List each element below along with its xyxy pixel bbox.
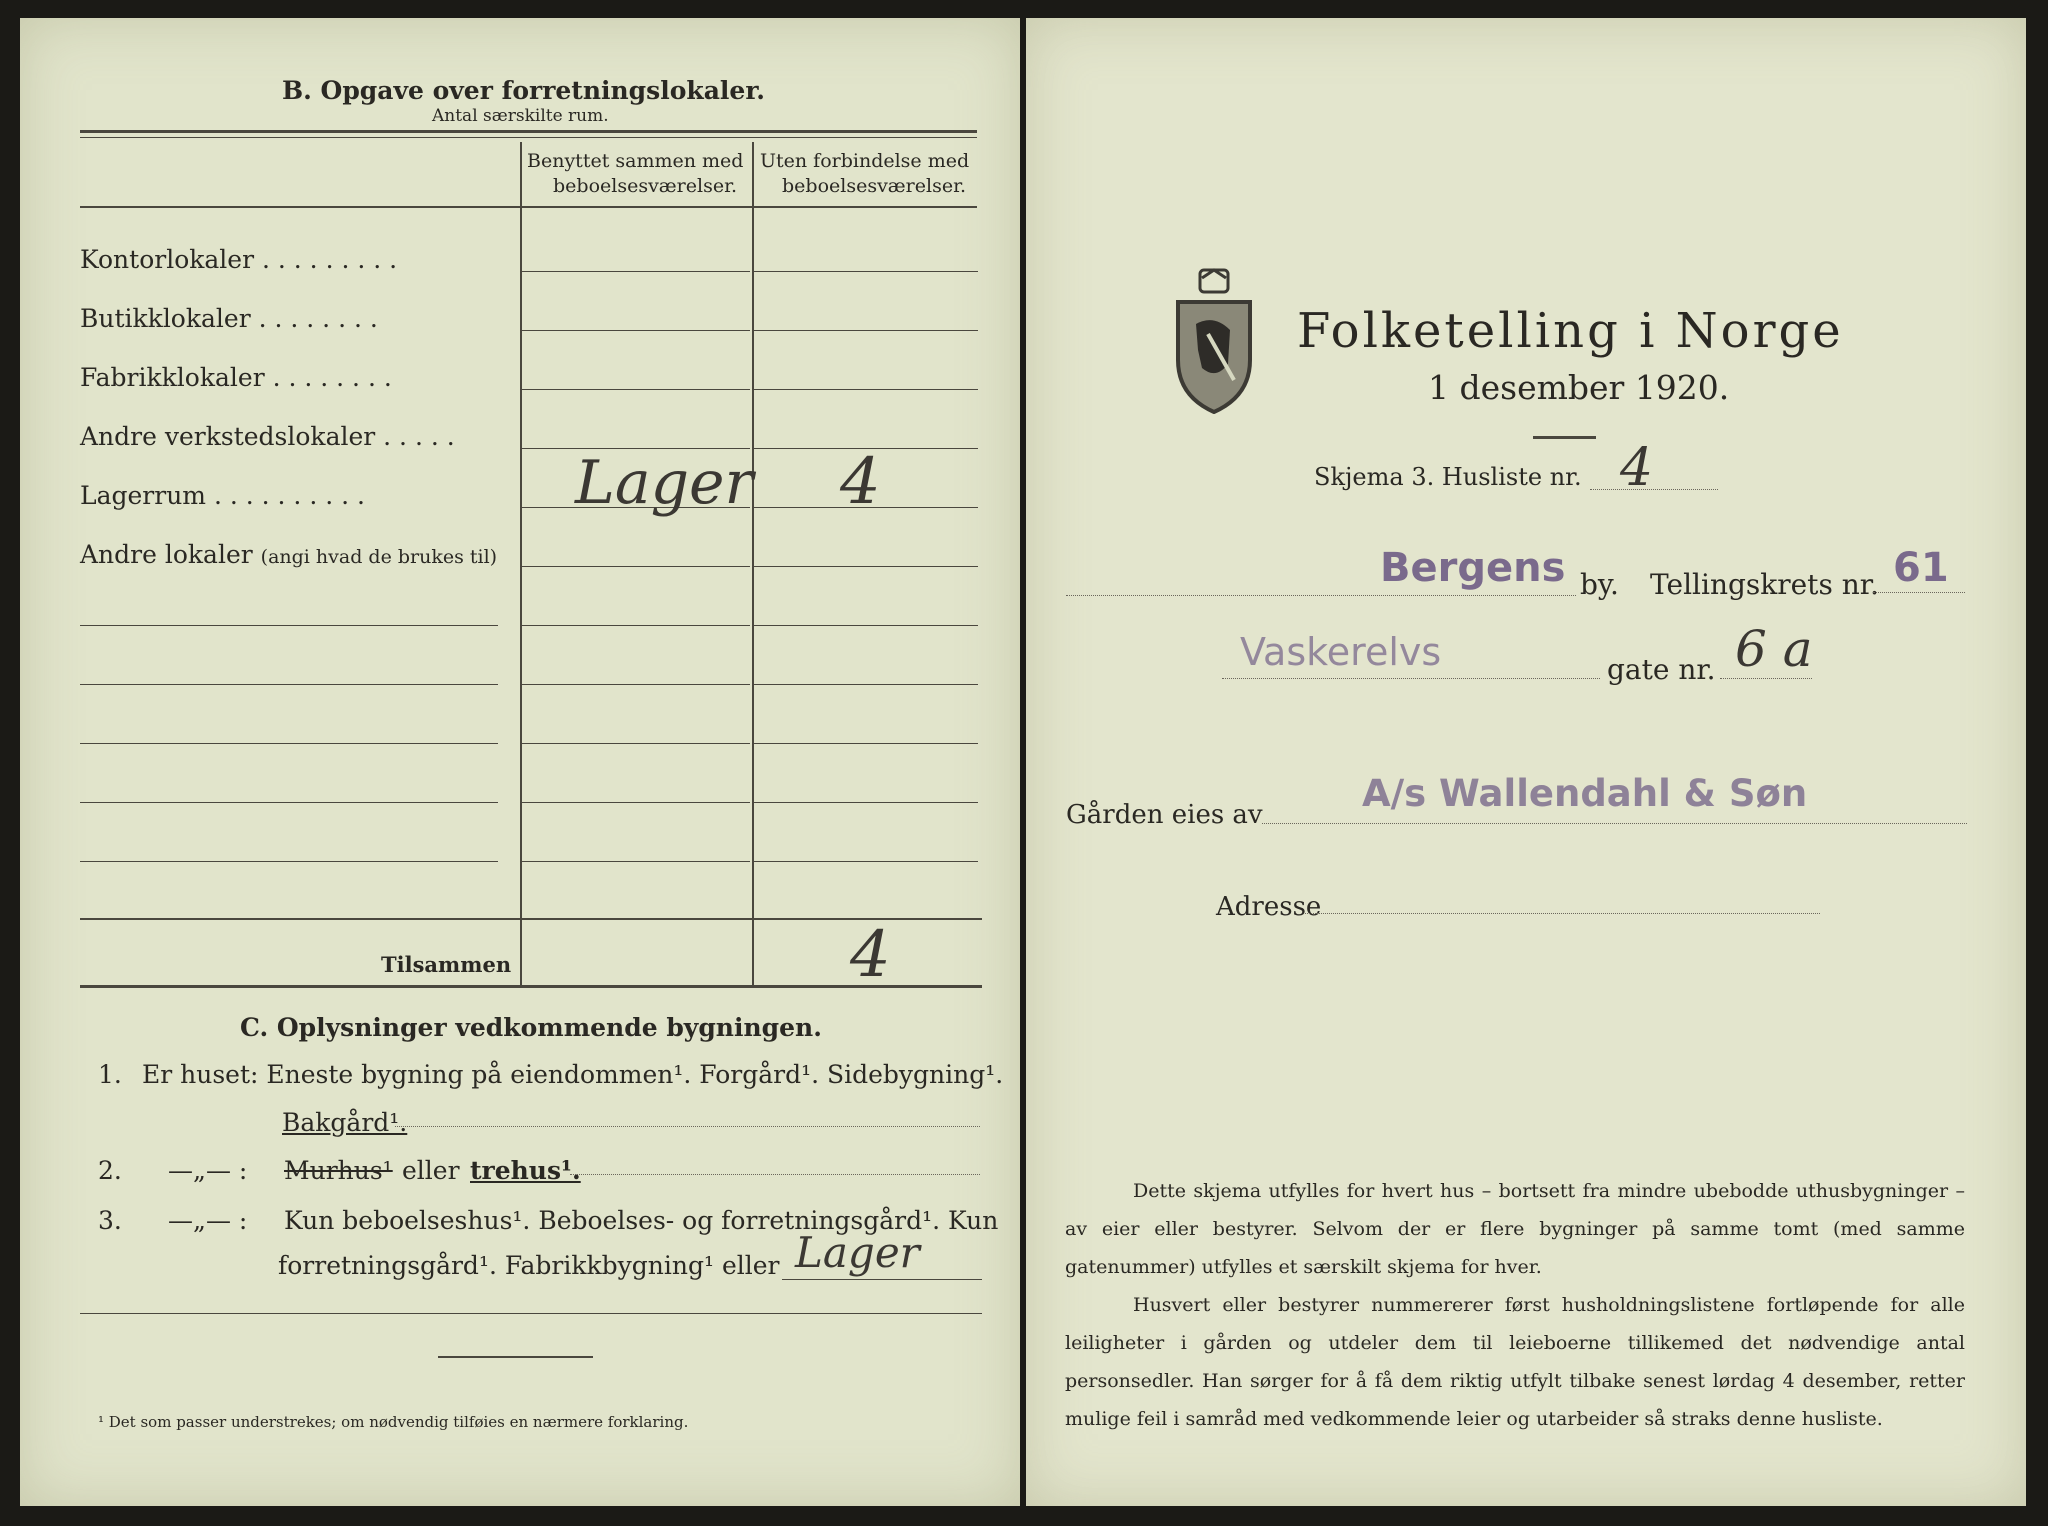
instructions-paragraph-1: Dette skjema utfylles for hvert hus – bortsett fra mindre ubebodde uthusbygninger – av eier eller bestyrer. Selvom der er flere bygninger på samme tomt (med samme gatenummer) utfylles et særskilt skjema for hver. [1065, 1180, 1965, 1278]
col2-header-line2: beboelsesværelser. [782, 175, 967, 197]
row-line [522, 861, 750, 862]
row-label-kontor: Kontorlokaler . . . . . . . . . [80, 245, 398, 274]
item3-number: 3. [98, 1206, 122, 1235]
fill-line [1720, 678, 1812, 679]
row-label-verksted: Andre verkstedslokaler . . . . . [80, 422, 455, 451]
row-line [522, 330, 750, 331]
item2-dash: —„— : [168, 1156, 248, 1185]
row-line [754, 330, 978, 331]
husliste-number: 4 [1620, 438, 1654, 498]
row-line [754, 743, 978, 744]
document-title: Folketelling i Norge [1297, 303, 1844, 359]
row-line [522, 625, 750, 626]
item3-text: Kun beboelseshus¹. Beboelses- og forretningsgård¹. Kun [284, 1206, 999, 1235]
document-date: 1 desember 1920. [1428, 368, 1730, 407]
city-handwritten: Bergens [1380, 545, 1566, 591]
row-label-butikk: Butikklokaler . . . . . . . . [80, 304, 378, 333]
owner-stamp: A/s Wallendahl & Søn [1362, 772, 1808, 815]
row-line [522, 802, 750, 803]
item1-number: 1. [98, 1060, 122, 1089]
row-line [522, 271, 750, 272]
table-top-rule-thin [80, 137, 977, 138]
item2-eller: eller [402, 1156, 460, 1185]
fill-line [1873, 592, 1965, 593]
row-line [80, 802, 498, 803]
krets-label: Tellingskrets nr. [1650, 568, 1879, 601]
norway-lion-shield-icon [1172, 268, 1256, 418]
address-label: Adresse [1216, 892, 1322, 922]
row-line [522, 684, 750, 685]
item2-trehus-underlined: trehus¹. [470, 1156, 581, 1185]
table-header-rule [80, 206, 977, 208]
section-c-title: C. Oplysninger vedkommende bygningen. [240, 1013, 822, 1042]
footnote: ¹ Det som passer understrekes; om nødvendig tilføies en nærmere forklaring. [98, 1413, 689, 1431]
row-line [522, 743, 750, 744]
row-line [80, 625, 498, 626]
lager-col2-handwritten: 4 [840, 445, 881, 519]
total-col2-handwritten: 4 [850, 918, 891, 992]
row-line [754, 802, 978, 803]
fill-line [1590, 489, 1718, 490]
row-label-andre-note: (angi hvad de brukes til) [260, 546, 498, 568]
row-label-lager: Lagerrum . . . . . . . . . . [80, 481, 365, 510]
fill-line [570, 1174, 980, 1175]
owner-label: Gården eies av [1066, 800, 1263, 830]
table-total-top-rule [80, 918, 982, 920]
fill-line [1066, 595, 1576, 596]
fill-line [1222, 678, 1600, 679]
title-divider [1533, 436, 1596, 439]
row-line [80, 743, 498, 744]
row-line [80, 684, 498, 685]
fill-line [1262, 823, 1967, 824]
row-line [754, 684, 978, 685]
row-line [754, 861, 978, 862]
skjema-label: Skjema 3. Husliste nr. [1314, 463, 1582, 491]
item2-number: 2. [98, 1156, 122, 1185]
row-line [754, 271, 978, 272]
col1-header-line1: Benyttet sammen med [527, 150, 744, 172]
street-stamp: Vaskerelvs [1240, 630, 1442, 674]
row-label-andre-text: Andre lokaler [80, 540, 253, 569]
row-line [522, 389, 750, 390]
section-b-subtitle: Antal særskilte rum. [432, 106, 609, 126]
row-line [80, 861, 498, 862]
item1-text: Er huset: Eneste bygning på eiendommen¹. Forgård¹. Sidebygning¹. [142, 1060, 1004, 1089]
by-label: by. [1580, 568, 1619, 601]
col1-header-line2: beboelsesværelser. [553, 175, 738, 197]
table-col-divider-1 [520, 142, 522, 985]
item1-bakgard: Bakgård¹. [282, 1108, 408, 1137]
item3-handwritten: Lager [795, 1228, 920, 1277]
row-line [754, 625, 978, 626]
fill-line [80, 1313, 982, 1314]
table-bottom-rule [80, 985, 982, 988]
fill-line [395, 1126, 980, 1127]
table-top-rule [80, 130, 977, 133]
gate-number: 6 a [1735, 620, 1813, 678]
krets-number: 61 [1893, 545, 1949, 591]
section-divider [438, 1356, 593, 1358]
instructions-paragraph-2: Husvert eller bestyrer nummererer først husholdningslistene fortløpende for alle leiligheter i gården og utdeler dem til leieboerne tillikemed det nødvendige antal personsedler. Han sørger for å få dem riktig utfylt tilbake senest lørdag 4 desember, retter mulige feil i samråd med vedkommende leier og utarbeider så straks denne husliste. [1065, 1294, 1965, 1430]
item3-cont: forretningsgård¹. Fabrikkbygning¹ eller [278, 1251, 780, 1280]
row-line [754, 389, 978, 390]
row-label-andre [80, 540, 497, 569]
fill-line [1305, 913, 1820, 914]
fill-line [782, 1279, 982, 1280]
total-label: Tilsammen [381, 952, 512, 977]
row-line [754, 566, 978, 567]
gate-label: gate nr. [1607, 653, 1716, 686]
section-b-title: B. Opgave over forretningslokaler. [282, 76, 765, 105]
col2-header-line1: Uten forbindelse med [760, 150, 970, 172]
item2-murhus-struck: Murhus¹ [284, 1156, 393, 1185]
table-col-divider-2 [752, 142, 754, 985]
item3-dash: —„— : [168, 1206, 248, 1235]
lager-col1-handwritten: Lager [575, 448, 754, 518]
row-line [522, 566, 750, 567]
row-label-fabrikk: Fabrikklokaler . . . . . . . . [80, 363, 392, 392]
